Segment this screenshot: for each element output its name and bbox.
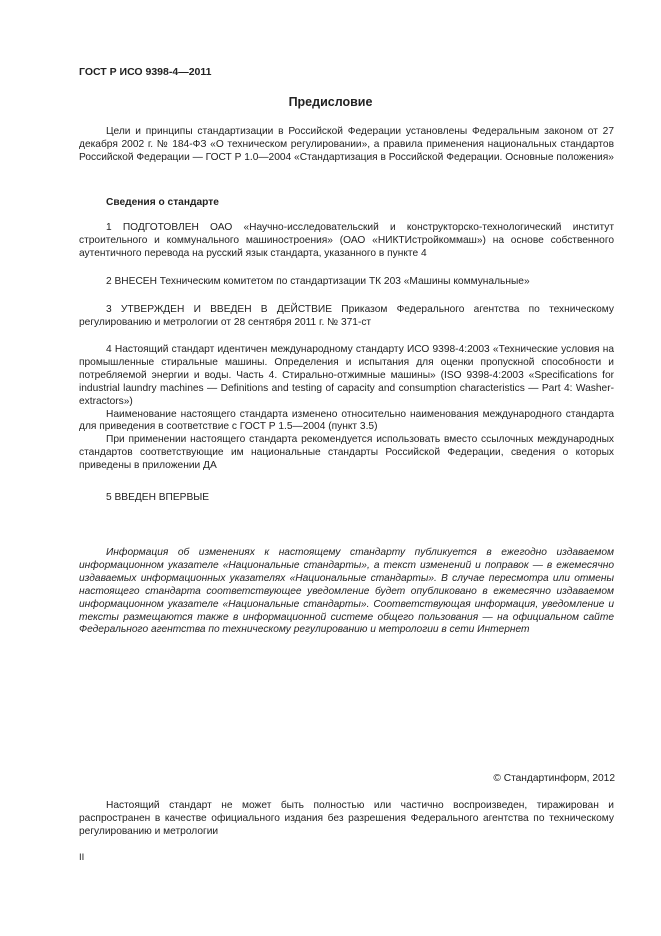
page-number: II xyxy=(79,852,85,863)
copyright: © Стандартинформ, 2012 xyxy=(493,773,615,784)
intro-text: Цели и принципы стандартизации в Российской Федерации установлены Федеральным законом от 27 декабря 2002 г. № 184-ФЗ «О техническом регулировании», а правила применения национальных стандартов Российской Федерации — ГОСТ Р 1.0—2004 «Стандартизация в Российской Федерации. Основные положения» xyxy=(79,126,614,163)
item-2-text: 2 ВНЕСЕН Техническим комитетом по стандартизации ТК 203 «Машины коммунальные» xyxy=(106,276,530,287)
item-3 xyxy=(79,304,614,330)
item-5 xyxy=(79,492,614,505)
intro-paragraph xyxy=(79,126,614,165)
reproduction-notice xyxy=(79,800,614,839)
changes-info-text: Информация об изменениях к настоящему стандарту публикуется в ежегодно издаваемом информационном указателе «Национальные стандарты», а текст изменений и поправок — в ежемесячно издаваемых информационных указателях «Национальные стандарты». В случае пересмотра или отмены настоящего стандарта соответствующее уведомление будет опубликовано в ежемесячно издаваемом информационном указателе «Национальные стандарты». Соответствующая информация, уведомление и тексты размещаются также в информационной системе общего пользования — на официальном сайте Федерального агентства по техническому регулированию и метрологии в сети Интернет xyxy=(79,547,614,636)
item-5-text: 5 ВВЕДЕН ВПЕРВЫЕ xyxy=(106,492,210,503)
changes-info-note xyxy=(79,547,614,637)
item-4-text: 4 Настоящий стандарт идентичен международному стандарту ИСО 9398-4:2003 «Технические условия на промышленные стиральные машины. Определения и испытания для оценки пропускной способности и потребляемой энергии и воды. Часть 4. Стирально-отжимные машины» (ISO 9398-4:2003 «Specifications for industrial laundry machines — Definitions and testing of capacity and consumption characteristics — Part 4: Washer-extractors») xyxy=(79,344,614,407)
item-4-references-note: При применении настоящего стандарта рекомендуется использовать вместо ссылочных международных стандартов соответствующие им национальные стандарты Российской Федерации, сведения о которых приведены в приложении ДА xyxy=(79,434,614,472)
item-3-text: 3 УТВЕРЖДЕН И ВВЕДЕН В ДЕЙСТВИЕ Приказом Федерального агентства по техническому регулированию и метрологии от 28 сентября 2011 г. № 371-ст xyxy=(79,304,614,328)
item-1-text: 1 ПОДГОТОВЛЕН ОАО «Научно-исследовательский и конструкторско-технологический институт строительного и коммунального машиностроения» (ОАО «НИКТИстройкоммаш») на основе собственного аутентичного перевода на русский язык стандарта, указанного в пункте 4 xyxy=(79,222,614,259)
standard-code: ГОСТ Р ИСО 9398-4—2011 xyxy=(79,66,212,78)
item-1 xyxy=(79,222,614,261)
info-heading: Сведения о стандарте xyxy=(106,197,219,208)
item-4-rename-note: Наименование настоящего стандарта изменено относительно наименования международного стандарта для приведения в соответствие с ГОСТ Р 1.5—2004 (пункт 3.5) xyxy=(79,408,614,433)
item-4 xyxy=(79,344,614,473)
reproduction-notice-text: Настоящий стандарт не может быть полностью или частично воспроизведен, тиражирован и распространен в качестве официального издания без разрешения Федерального агентства по техническому регулированию и метрологии xyxy=(79,800,614,837)
page-title: Предисловие xyxy=(288,95,373,109)
item-2 xyxy=(79,276,614,289)
